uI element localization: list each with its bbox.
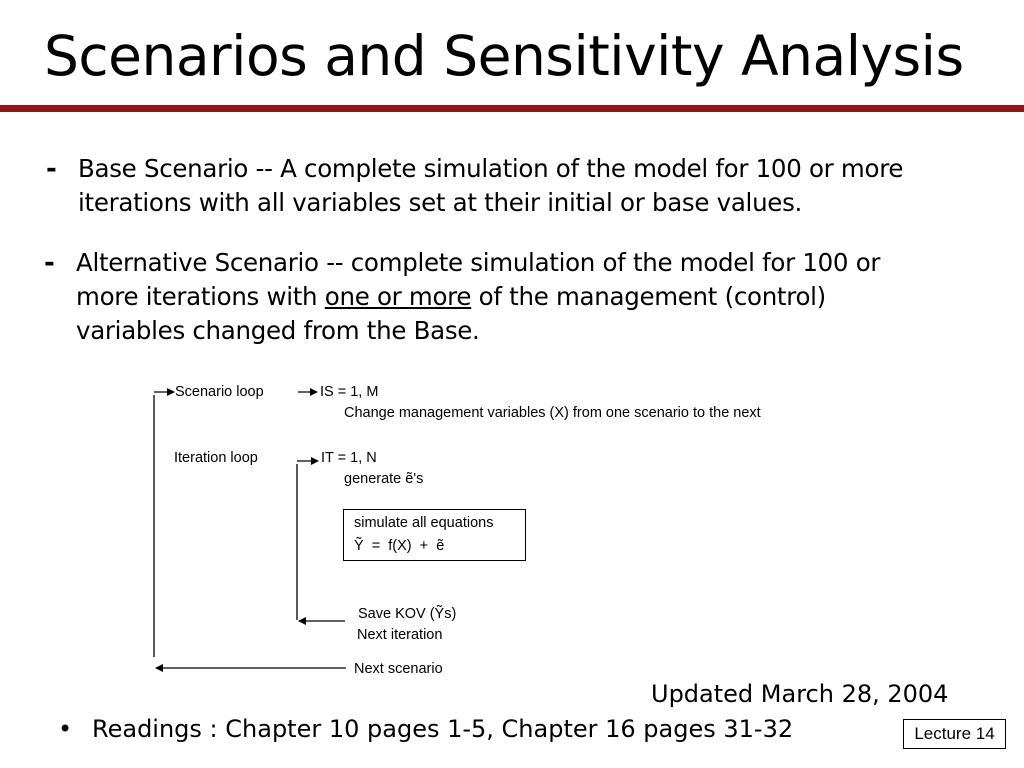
generate-errors-text: generate ẽ's <box>344 471 424 487</box>
bullet-line: iterations with all variables set at their initial or base values. <box>78 188 803 217</box>
slide-title: Scenarios and Sensitivity Analysis <box>44 24 964 88</box>
bullet-dash: - <box>46 154 57 184</box>
bullet-dot: • <box>58 715 73 743</box>
updated-date: Updated March 28, 2004 <box>651 680 949 708</box>
bullet-line: Alternative Scenario -- complete simulation of the model for 100 or <box>76 248 881 277</box>
bullet-line: variables changed from the Base. <box>76 316 480 345</box>
next-scenario-text: Next scenario <box>354 661 443 677</box>
scenario-change-text: Change management variables (X) from one scenario to the next <box>344 405 761 421</box>
bullet-text: of the management (control) <box>471 282 826 311</box>
underlined-text: one or more <box>324 282 472 311</box>
save-kov-text: Save KOV (Ỹs) <box>358 606 457 622</box>
scenario-loop-label: Scenario loop <box>175 384 264 400</box>
bullet-dash: - <box>44 248 55 278</box>
next-iteration-text: Next iteration <box>357 627 443 643</box>
model-equation: Ỹ = f(X) + ẽ <box>354 538 445 554</box>
lecture-number-box: Lecture 14 <box>903 719 1006 749</box>
iteration-loop-code: IT = 1, N <box>321 450 377 466</box>
bullet-text: more iterations with <box>76 282 325 311</box>
readings-text: Readings : Chapter 10 pages 1-5, Chapter 16 pages 31-32 <box>92 715 794 743</box>
iteration-loop-label: Iteration loop <box>174 450 258 466</box>
simulate-equations-text: simulate all equations <box>354 515 494 531</box>
scenario-loop-code: IS = 1, M <box>320 384 379 400</box>
bullet-line: Base Scenario -- A complete simulation of the model for 100 or more <box>78 154 904 183</box>
